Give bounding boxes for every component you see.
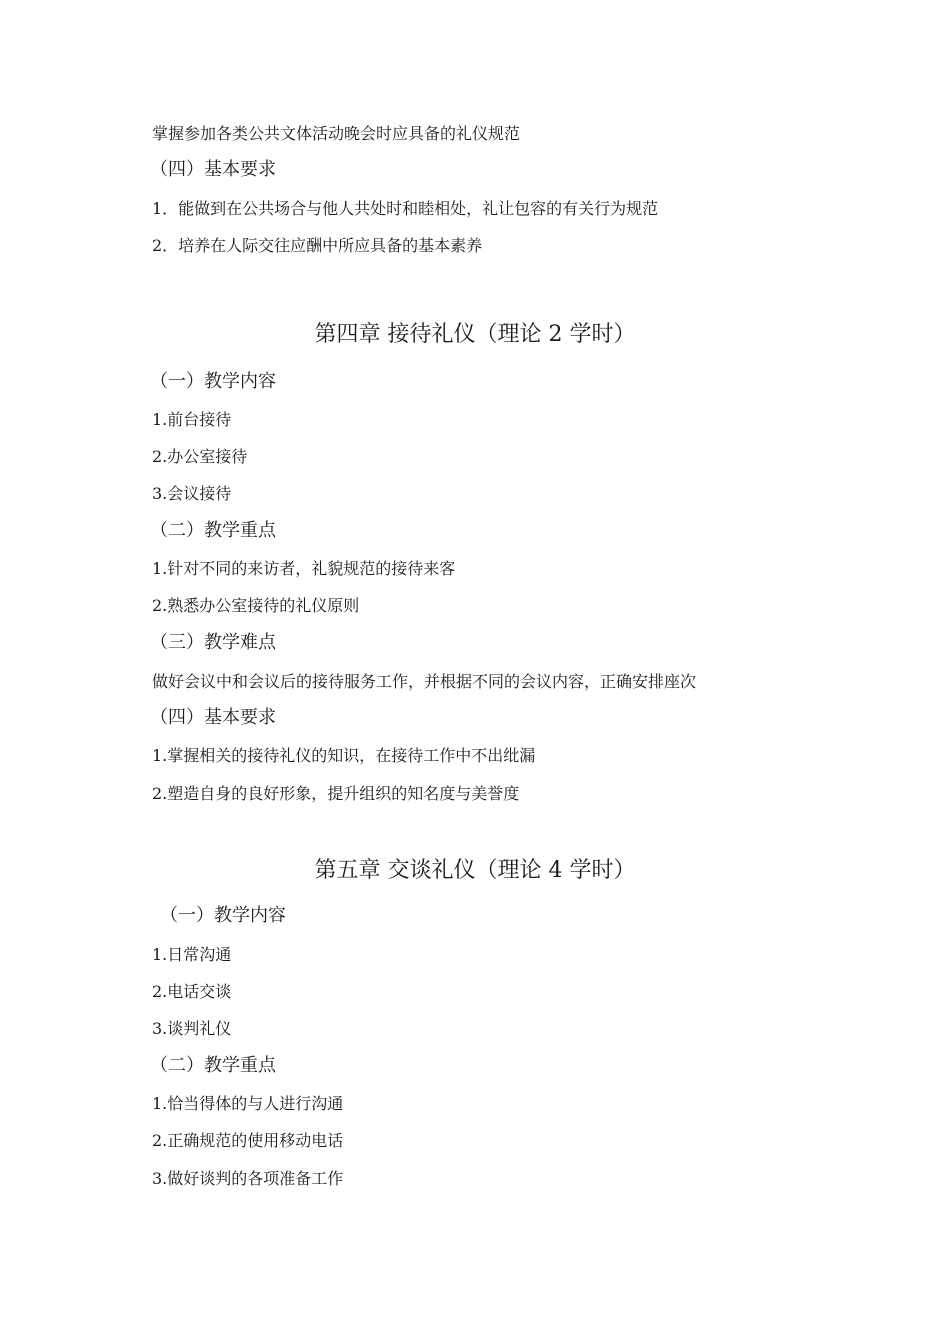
section-heading-requirements: （四）基本要求 (150, 159, 276, 180)
key-point-item: 2.熟悉办公室接待的礼仪原则 (152, 596, 360, 615)
content-item: 1.前台接待 (152, 410, 232, 429)
requirement-item: 2．培养在人际交往应酬中所应具备的基本素养 (152, 236, 483, 255)
key-point-item: 1.针对不同的来访者，礼貌规范的接待来客 (152, 559, 456, 578)
content-item: 2.办公室接待 (152, 447, 248, 466)
requirement-item: 1.掌握相关的接待礼仪的知识，在接待工作中不出纰漏 (152, 746, 536, 765)
content-item: 3.会议接待 (152, 484, 232, 503)
chapter-title: 第四章 接待礼仪（理论 2 学时） (314, 322, 636, 347)
content-item: 3.谈判礼仪 (152, 1019, 232, 1038)
section-heading-key-points: （二）教学重点 (150, 1055, 276, 1076)
key-point-item: 1.恰当得体的与人进行沟通 (152, 1094, 344, 1113)
requirement-item: 1．能做到在公共场合与他人共处时和睦相处，礼让包容的有关行为规范 (152, 199, 659, 218)
content-item: 2.电话交谈 (152, 982, 232, 1001)
section-heading-requirements: （四）基本要求 (150, 707, 276, 728)
section-heading-content: （一）教学内容 (150, 371, 276, 392)
key-point-item: 2.正确规范的使用移动电话 (152, 1131, 344, 1150)
content-item: 1.日常沟通 (152, 945, 232, 964)
section-heading-content: （一）教学内容 (160, 905, 286, 926)
chapter-title: 第五章 交谈礼仪（理论 4 学时） (314, 858, 636, 883)
key-point-item: 3.做好谈判的各项准备工作 (152, 1169, 344, 1188)
difficulty-paragraph: 做好会议中和会议后的接待服务工作，并根据不同的会议内容，正确安排座次 (152, 672, 697, 691)
section-heading-difficulties: （三）教学难点 (150, 632, 276, 653)
section-heading-key-points: （二）教学重点 (150, 520, 276, 541)
intro-paragraph: 掌握参加各类公共文体活动晚会时应具备的礼仪规范 (152, 124, 521, 143)
requirement-item: 2.塑造自身的良好形象，提升组织的知名度与美誉度 (152, 784, 520, 803)
